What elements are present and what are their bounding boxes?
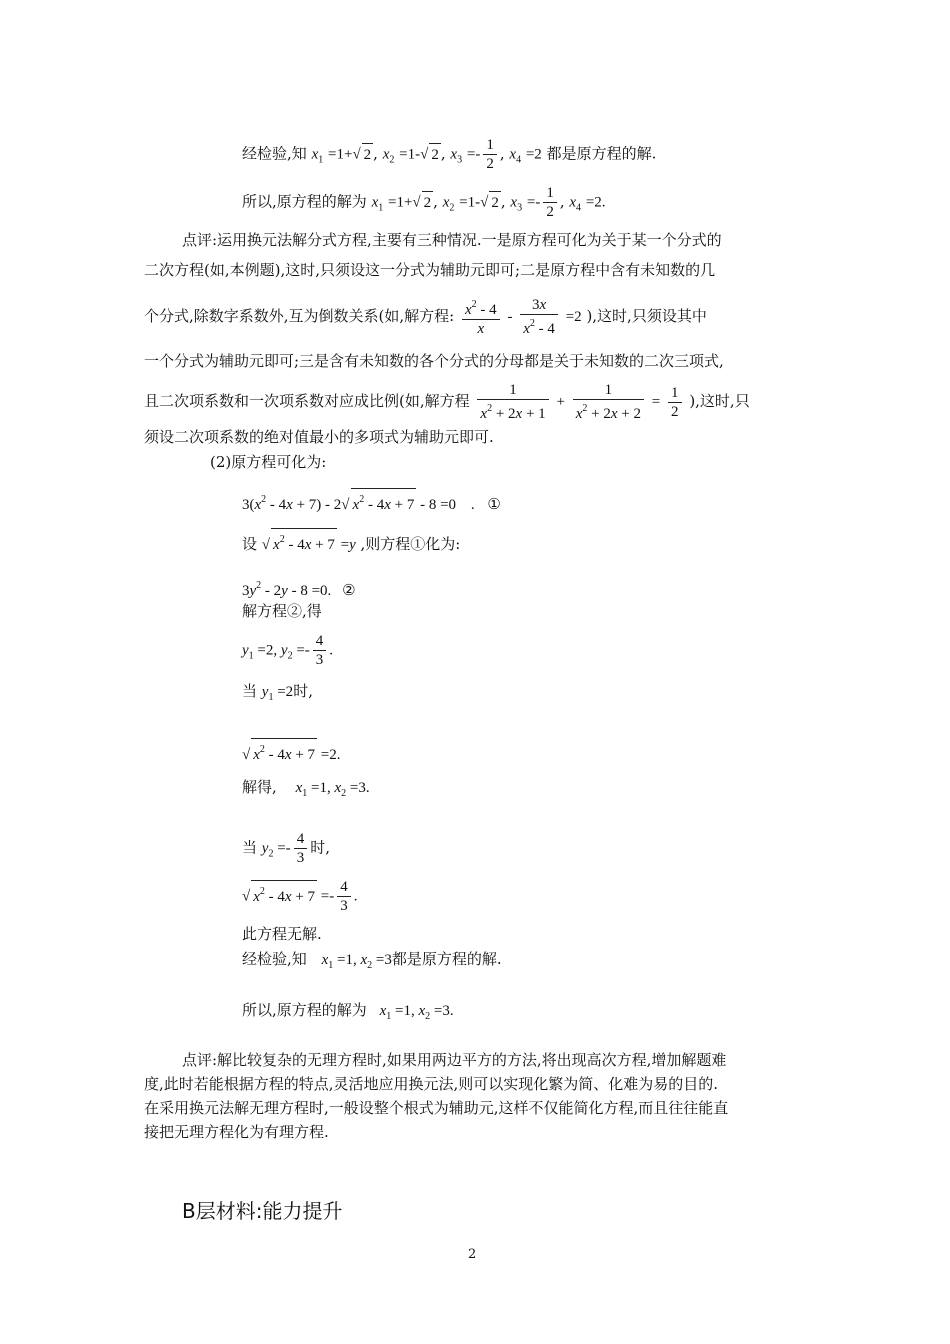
solve-eq2: 解方程②,得 <box>242 602 322 620</box>
comment1-line4: 一个分式为辅助元即可;三是含有未知数的各个分式的分母都是关于未知数的二次三项式, <box>144 352 724 370</box>
check-line-1: 经检验,知 $x_1 =1+√$ 2 , $x_2 =1-√$ 2 , $x_3$ =- $\frac{1}{2}$ , $x_4 =2$ 都是原方程的解. <box>242 137 657 172</box>
comment1-line2: 二次方程(如,本例题),这时,只须设这一分式为辅助元即可;二是原方程中含有未知数的几 <box>144 261 716 279</box>
y-solutions: $y_1 =2$, $y_2$ =- $\frac{4}{3}$ . <box>242 633 334 668</box>
check-line-2: 经检验,知 $x_1 =1$, $x_2 =3$都是原方程的解. <box>242 950 502 971</box>
equation-2: $3y^2 - 2y - 8 =0$. ② <box>242 580 356 599</box>
substitution-line: 设 √ $x^2 - 4x + 7 =y$ ,则方程①化为: <box>242 528 460 556</box>
section-heading: B层材料:能力提升 <box>182 1199 343 1223</box>
page-number: 2 <box>468 1247 477 1262</box>
no-solution: 此方程无解. <box>242 925 322 943</box>
comment1-line3: 个分式,除数字系数外,互为倒数关系(如,解方程: $\frac{x^2 - 4}{x}$ - $\frac{3x}{x^2 - 4}$ =2 ),这时,只须设其中 <box>144 297 707 337</box>
answer-line-2: 所以,原方程的解为 $x_1 =1$, $x_2 =3$. <box>242 1001 454 1022</box>
comment1-line1: 点评:运用换元法解分式方程,主要有三种情况.一是原方程可化为关于某一个分式的 <box>182 231 722 249</box>
case-1-result: 解得, $x_1 =1$, $x_2 =3$. <box>242 778 370 799</box>
case-1: 当 $y_1 =2$时, <box>242 682 313 703</box>
case-2-equation: √ $x^2 - 4x + 7$ =- $\frac{4}{3}$ . <box>242 879 358 914</box>
comment2-line3: 在采用换元法解无理方程时,一般设整个根式为辅助元,这样不仅能简化方程,而且往往能直 <box>144 1099 729 1117</box>
comment2-line2: 度,此时若能根据方程的特点,灵活地应用换元法,则可以实现化繁为简、化难为易的目的. <box>144 1075 719 1093</box>
comment1-line6: 须设二次项系数的绝对值最小的多项式为辅助元即可. <box>144 428 494 446</box>
part2-intro: (2)原方程可化为: <box>210 453 327 471</box>
case-1-equation: √ $x^2 - 4x + 7 =2$. <box>242 738 341 766</box>
equation-1: $3(x^2 - 4x + 7) - 2√$ $x^2 - 4x + 7 - 8 =0$ . ① <box>242 488 501 516</box>
comment2-line4: 接把无理方程化为有理方程. <box>144 1123 329 1141</box>
comment1-line5: 且二次项系数和一次项系数对应成比例(如,解方程 $\frac{1}{x^2 + 2x + 1}$ + $\frac{1}{x^2 + 2x + 2}$ = $\frac{1}{2}$ ),这时,只 <box>144 382 750 422</box>
case-2: 当 $y_2$ =- $\frac{4}{3}$ 时, <box>242 831 330 866</box>
comment2-line1: 点评:解比较复杂的无理方程时,如果用两边平方的方法,将出现高次方程,增加解题难 <box>182 1051 727 1069</box>
answer-line-1: 所以,原方程的解为 $x_1 =1+√$ 2 , $x_2 =1-√$ 2 , $x_3$ =- $\frac{1}{2}$ , $x_4 =2$. <box>242 185 606 220</box>
